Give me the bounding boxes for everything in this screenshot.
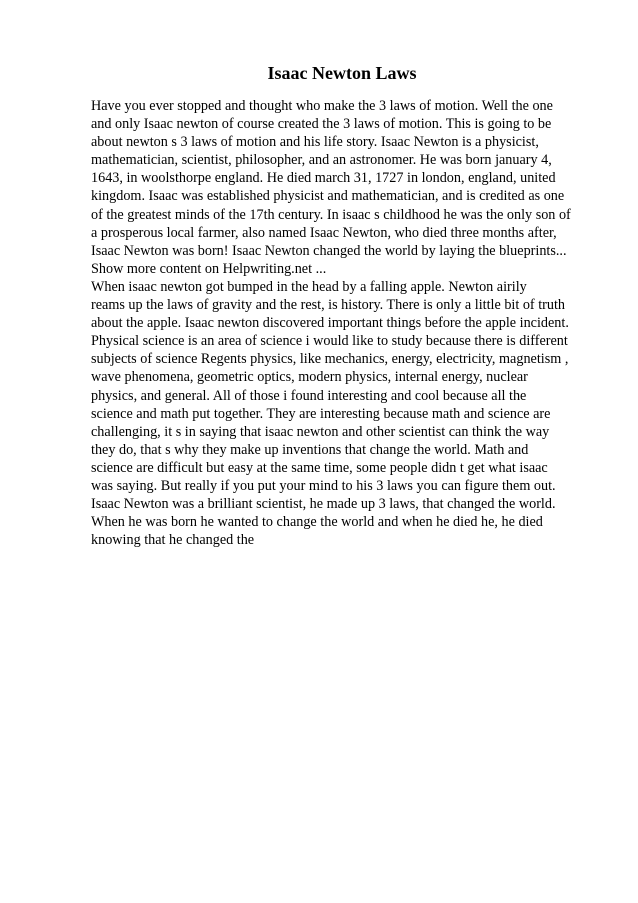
body-line: Isaac Newton was a brilliant scientist, he made up 3 laws, that changed the world.	[91, 496, 556, 513]
body-line: Physical science is an area of science i would like to study because there is different	[91, 333, 568, 350]
body-line: mathematician, scientist, philosopher, and an astronomer. He was born january 4,	[91, 152, 552, 169]
body-line: subjects of science Regents physics, like mechanics, energy, electricity, magnetism ,	[91, 351, 569, 368]
body-line: of the greatest minds of the 17th century. In isaac s childhood he was the only son of	[91, 206, 571, 223]
body-line: a prosperous local farmer, also named Isaac Newton, who died three months after,	[91, 224, 557, 241]
body-line: was saying. But really if you put your mind to his 3 laws you can figure them out.	[91, 477, 556, 494]
body-line: they do, that s why they make up inventions that change the world. Math and	[91, 441, 529, 458]
body-line: physics, and general. All of those i found interesting and cool because all the	[91, 387, 527, 404]
body-line: challenging, it s in saying that isaac newton and other scientist can think the way	[91, 423, 550, 440]
body-line: knowing that he changed the	[91, 532, 255, 549]
body-line: about the apple. Isaac newton discovered important things before the apple incident.	[91, 315, 569, 332]
document-body	[91, 97, 591, 549]
body-line: Have you ever stopped and thought who make the 3 laws of motion. Well the one	[91, 98, 553, 114]
body-line: wave phenomena, geometric optics, modern physics, internal energy, nuclear	[91, 369, 528, 386]
body-line: When he was born he wanted to change the world and when he died he, he died	[91, 514, 543, 531]
body-line: kingdom. Isaac was established physicist and mathematician, and is credited as one	[91, 188, 565, 205]
body-line: When isaac newton got bumped in the head by a falling apple. Newton airily	[91, 278, 527, 295]
show-more-line: Show more content on Helpwriting.net ...	[91, 260, 327, 277]
body-line: reams up the laws of gravity and the rest, is history. There is only a little bit of truth	[91, 297, 565, 314]
body-line: about newton s 3 laws of motion and his life story. Isaac Newton is a physicist,	[91, 134, 539, 151]
body-line: Isaac Newton was born! Isaac Newton changed the world by laying the blueprints...	[91, 242, 567, 259]
body-line: 1643, in woolsthorpe england. He died march 31, 1727 in london, england, united	[91, 170, 556, 187]
body-line: science and math put together. They are interesting because math and science are	[91, 405, 551, 422]
body-line: science are difficult but easy at the same time, some people didn t get what isaac	[91, 459, 548, 476]
body-line: and only Isaac newton of course created the 3 laws of motion. This is going to be	[91, 116, 552, 133]
document-title: Isaac Newton Laws	[267, 63, 417, 83]
